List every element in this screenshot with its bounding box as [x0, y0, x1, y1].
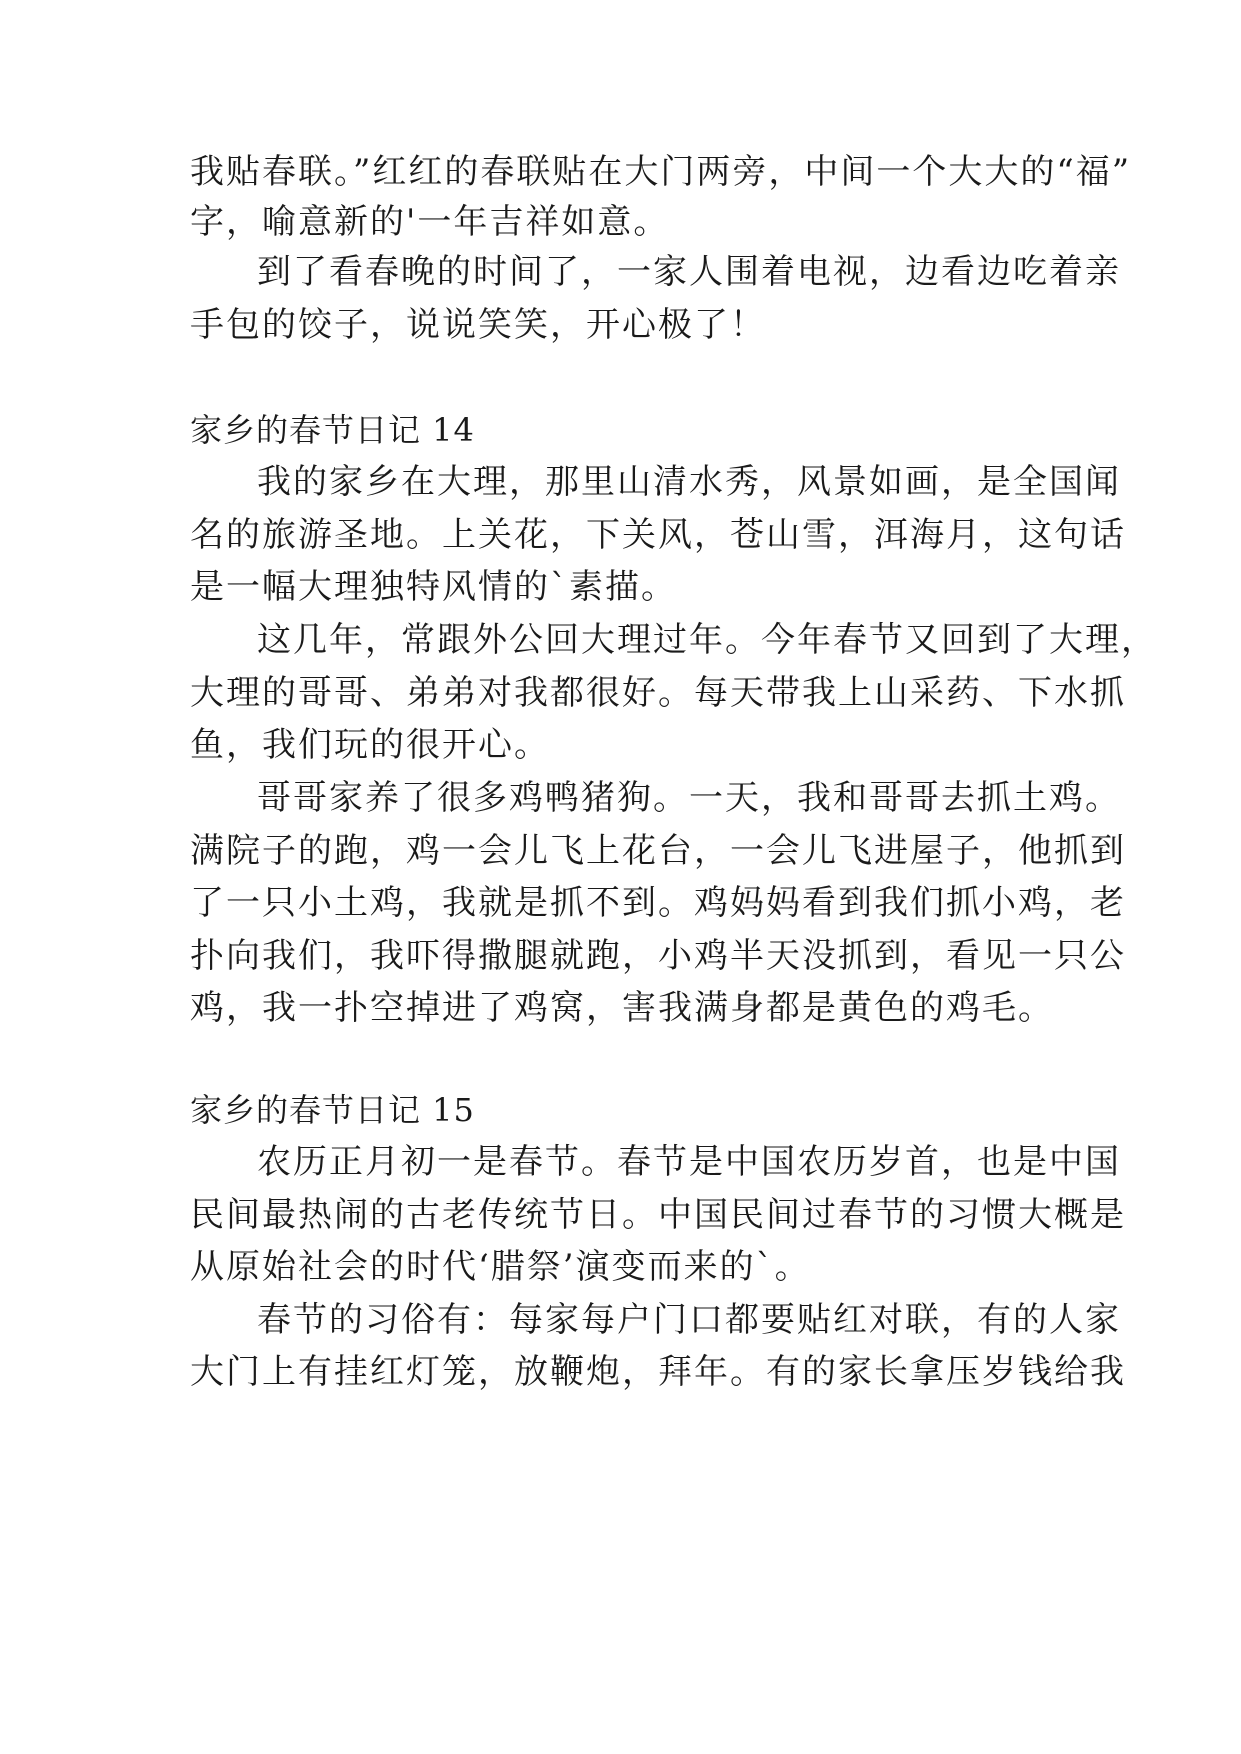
paragraph-line: 我的家乡在大理，那里山清水秀，风景如画，是全国闻: [257, 462, 1121, 502]
paragraph-line: 扑向我们，我吓得撒腿就跑，小鸡半天没抓到，看见一只公: [190, 936, 1126, 976]
paragraph-line: 字，喻意新的'一年吉祥如意。: [190, 202, 670, 242]
section-title: 家乡的春节日记 14: [190, 411, 475, 449]
paragraph-line: 到了看春晚的时间了，一家人围着电视，边看边吃着亲: [257, 252, 1121, 292]
paragraph-line: 春节的习俗有：每家每户门口都要贴红对联，有的人家: [257, 1300, 1121, 1340]
paragraph-line: 名的旅游圣地。上关花，下关风，苍山雪，洱海月，这句话: [190, 515, 1126, 555]
paragraph-line: 从原始社会的时代‘腊祭’演变而来的`。: [190, 1247, 811, 1287]
paragraph-line: 大门上有挂红灯笼，放鞭炮，拜年。有的家长拿压岁钱给我: [190, 1352, 1126, 1392]
paragraph-line: 农历正月初一是春节。春节是中国农历岁首，也是中国: [257, 1142, 1121, 1182]
paragraph-line: 民间最热闹的古老传统节日。中国民间过春节的习惯大概是: [190, 1195, 1126, 1235]
paragraph-line: 这几年，常跟外公回大理过年。今年春节又回到了大理，: [257, 620, 1157, 660]
paragraph-line: 鸡，我一扑空掉进了鸡窝，害我满身都是黄色的鸡毛。: [190, 988, 1054, 1028]
section-title: 家乡的春节日记 15: [190, 1091, 475, 1129]
paragraph-line: 大理的哥哥、弟弟对我都很好。每天带我上山采药、下水抓: [190, 673, 1126, 713]
paragraph-line: 满院子的跑，鸡一会儿飞上花台，一会儿飞进屋子，他抓到: [190, 831, 1126, 871]
paragraph-line: 哥哥家养了很多鸡鸭猪狗。一天，我和哥哥去抓土鸡。: [257, 778, 1121, 818]
paragraph-line: 了一只小土鸡，我就是抓不到。鸡妈妈看到我们抓小鸡，老: [190, 883, 1126, 923]
paragraph-line: 鱼，我们玩的很开心。: [190, 725, 550, 765]
paragraph-line: 手包的饺子，说说笑笑，开心极了！: [190, 305, 766, 345]
paragraph-line: 是一幅大理独特风情的`素描。: [190, 567, 677, 607]
paragraph-line: 我贴春联。”红红的春联贴在大门两旁，中间一个大大的“福”: [190, 152, 1132, 192]
